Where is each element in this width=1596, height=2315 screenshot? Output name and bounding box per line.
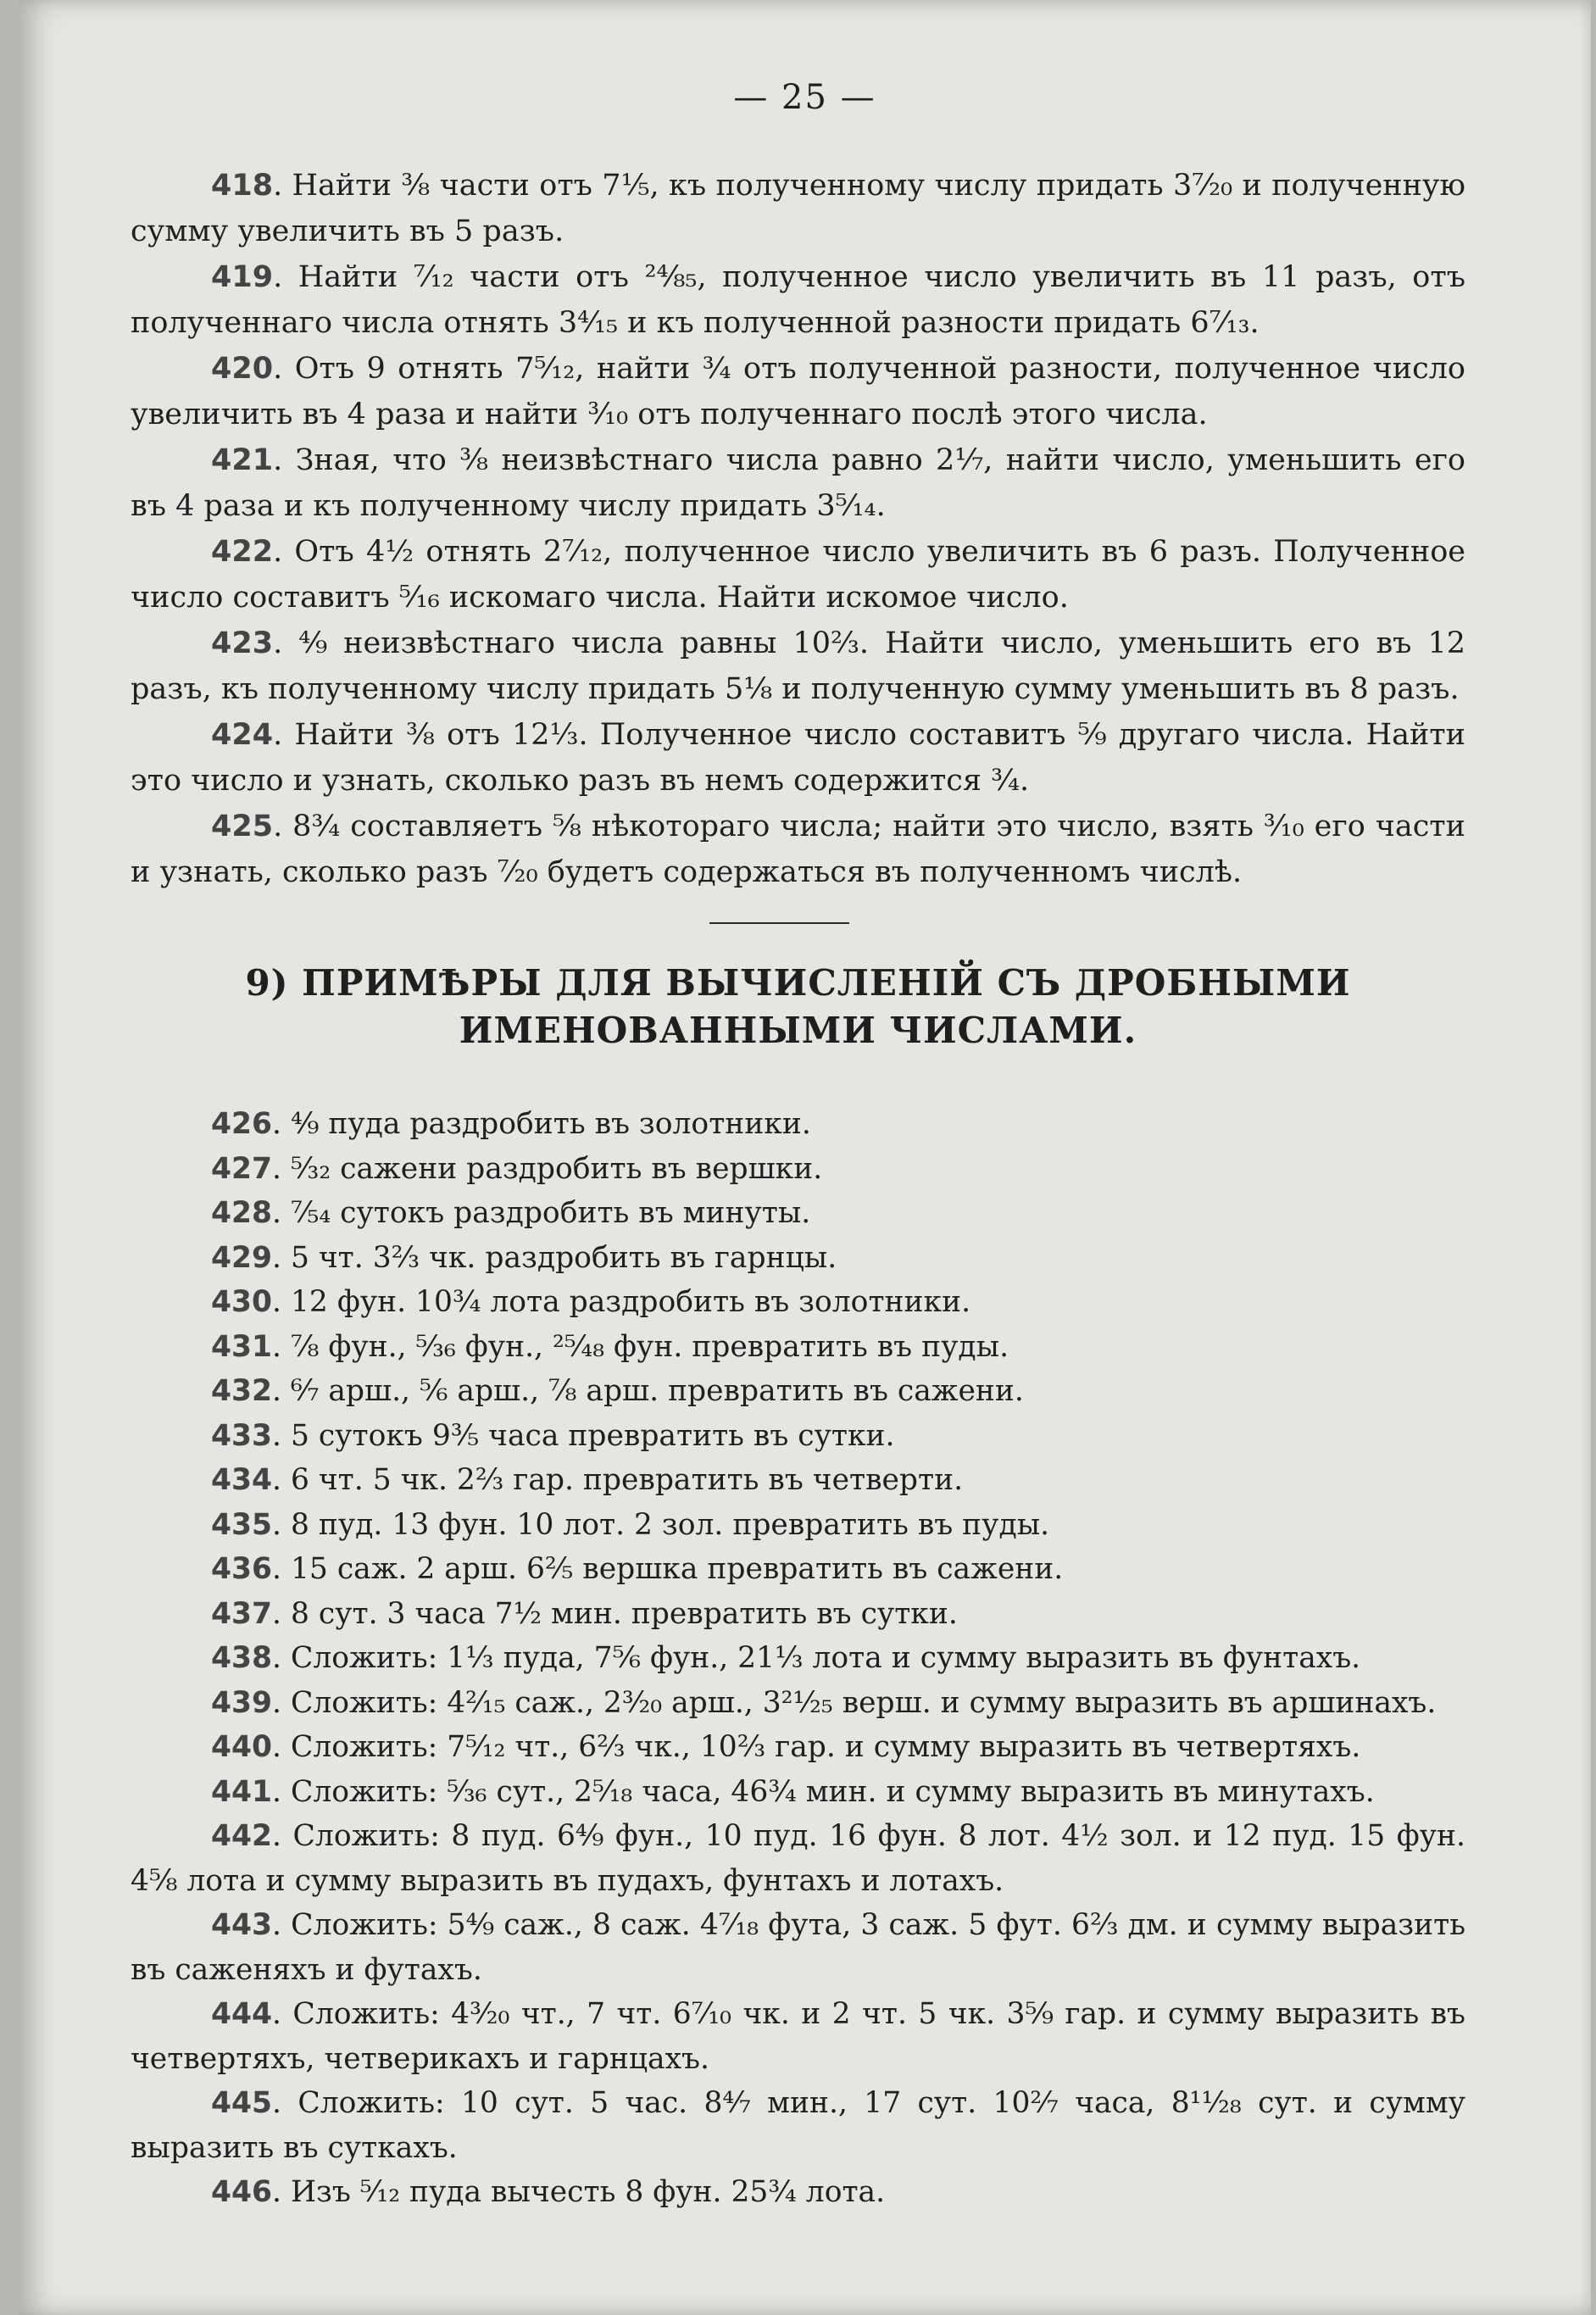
- problem-item: [131, 1903, 1465, 1992]
- problem-item: [131, 529, 1465, 620]
- problem-item: [131, 1992, 1465, 2081]
- problem-text: . Найти ⅜ части отъ 7⅕, къ полученному числу придать 3⁷⁄₂₀ и полученную сумму увеличить въ 5 разъ.: [131, 169, 1465, 248]
- problem-number: 440: [211, 1730, 273, 1764]
- page-number: — 25 —: [733, 78, 876, 117]
- problem-number: 431: [211, 1329, 273, 1364]
- problem-text: . Сложить: 8 пуд. 6⁴⁄₉ фун., 10 пуд. 16 фун. 8 лот. 4½ зол. и 12 пуд. 15 фун. 4⅝ лота и сумму выразить въ пудахъ, фунтахъ и лотахъ.: [131, 1819, 1465, 1898]
- problem-number: 426: [211, 1107, 273, 1141]
- problem-item: [131, 437, 1465, 529]
- problem-number: 422: [211, 535, 274, 569]
- problem-item: [131, 1102, 1465, 1147]
- problem-text: . ⁴⁄₉ неизвѣстнаго числа равны 10⅔. Найти число, уменьшить его въ 12 разъ, къ полученному числу придать 5⅛ и полученную сумму уменьшить въ 8 разъ.: [131, 626, 1465, 706]
- problem-text: . Сложить: 4³⁄₂₀ чт., 7 чт. 6⁷⁄₁₀ чк. и 2 чт. 5 чк. 3⁵⁄₉ гар. и сумму выразить въ четвертяхъ, четверикахъ и гарнцахъ.: [131, 1997, 1465, 2076]
- problem-number: 425: [211, 810, 274, 843]
- problem-number: 419: [211, 260, 274, 294]
- problem-text: . ⁶⁄₇ арш., ⅚ арш., ⅞ арш. превратить въ сажени.: [272, 1374, 1024, 1408]
- problem-item: [131, 1147, 1465, 1192]
- problem-number: 446: [211, 2175, 273, 2209]
- problem-text: . 8 сут. 3 часа 7½ мин. превратить въ сутки.: [272, 1596, 958, 1631]
- problem-number: 442: [211, 1819, 273, 1853]
- problem-number: 444: [211, 1997, 273, 2031]
- problem-item: [131, 254, 1465, 346]
- problem-item: [131, 1814, 1465, 1903]
- problem-number: 434: [211, 1463, 273, 1497]
- problem-number: 423: [211, 626, 274, 660]
- problem-item: [131, 712, 1465, 804]
- problem-text: . ⅞ фун., ⁵⁄₃₆ фун., ²⁵⁄₄₈ фун. превратить въ пуды.: [272, 1329, 1009, 1364]
- problem-number: 418: [211, 169, 274, 203]
- problem-item: [131, 1280, 1465, 1325]
- problem-number: 432: [211, 1374, 273, 1408]
- problem-text: . Найти ⁷⁄₁₂ части отъ ²⁴⁄₈₅, полученное число увеличить въ 11 разъ, отъ полученнаго числа отнять 3⁴⁄₁₅ и къ полученной разности придать 6⁷⁄₁₃.: [131, 260, 1465, 340]
- problem-number: 437: [211, 1596, 273, 1631]
- problem-number: 421: [211, 443, 274, 477]
- book-page: [19, 0, 1591, 2315]
- problem-number: 445: [211, 2086, 273, 2120]
- problem-item: [131, 1592, 1465, 1637]
- problem-number: 420: [211, 352, 274, 386]
- problem-text: . Сложить: ⁵⁄₃₆ сут., 2⁵⁄₁₈ часа, 46¾ мин. и сумму выразить въ минутахъ.: [272, 1774, 1375, 1809]
- problem-list-fractions: [131, 163, 1465, 895]
- problem-text: . ⁷⁄₅₄ сутокъ раздробить въ минуты.: [272, 1196, 811, 1230]
- problem-item: [131, 2081, 1465, 2170]
- problem-item: [131, 1636, 1465, 1681]
- problem-number: 438: [211, 1641, 273, 1675]
- problem-text: . 5 чт. 3⅔ чк. раздробить въ гарнцы.: [272, 1240, 837, 1275]
- problem-text: . Изъ ⁵⁄₁₂ пуда вычесть 8 фун. 25¾ лота.: [272, 2175, 886, 2209]
- problem-number: 428: [211, 1196, 273, 1230]
- problem-text: . 6 чт. 5 чк. 2⅔ гар. превратить въ четверти.: [272, 1463, 964, 1497]
- problem-text: . Сложить: 7⁵⁄₁₂ чт., 6⅔ чк., 10⅔ гар. и сумму выразить въ четвертяхъ.: [272, 1730, 1361, 1764]
- problem-text: . ⁵⁄₃₂ сажени раздробить въ вершки.: [272, 1151, 823, 1186]
- problem-text: . Сложить: 4²⁄₁₅ саж., 2³⁄₂₀ арш., 3²¹⁄₂₅ верш. и сумму выразить въ аршинахъ.: [272, 1685, 1437, 1720]
- section-heading: 9) ПРИМѢРЫ ДЛЯ ВЫЧИСЛЕНІЙ СЪ ДРОБНЫМИ ИМЕНОВАННЫМИ ЧИСЛАМИ.: [245, 962, 1351, 1051]
- problem-item: [131, 1681, 1465, 1726]
- problem-text: . 8 пуд. 13 фун. 10 лот. 2 зол. превратить въ пуды.: [272, 1507, 1050, 1542]
- problem-item: [131, 2170, 1465, 2215]
- problem-number: 436: [211, 1552, 273, 1586]
- problem-number: 433: [211, 1418, 273, 1453]
- problem-text: . 15 саж. 2 арш. 6⅖ вершка превратить въ сажени.: [272, 1552, 1064, 1586]
- problem-item: [131, 1236, 1465, 1281]
- problem-item: [131, 1369, 1465, 1414]
- problem-text: . 5 сутокъ 9⅗ часа превратить въ сутки.: [272, 1418, 895, 1453]
- problem-text: . Найти ⅜ отъ 12⅓. Полученное число составитъ ⁵⁄₉ другаго числа. Найти это число и узнать, сколько разъ въ немъ содержится ¾.: [131, 718, 1465, 798]
- problem-item: [131, 1503, 1465, 1548]
- problem-text: . Отъ 9 отнять 7⁵⁄₁₂, найти ¾ отъ полученной разности, полученное число увеличить въ 4 раза и найти ³⁄₁₀ отъ полученнаго послѣ этого числа.: [131, 352, 1465, 431]
- section-divider: [709, 922, 849, 924]
- problem-number: 429: [211, 1240, 273, 1275]
- problem-item: [131, 1725, 1465, 1770]
- problem-number: 441: [211, 1774, 273, 1809]
- problem-text: . ⁴⁄₉ пуда раздробить въ золотники.: [272, 1107, 811, 1141]
- problem-text: . 8¾ составляетъ ⅝ нѣкотораго числа; найти это число, взять ³⁄₁₀ его части и узнать, сколько разъ ⁷⁄₂₀ будетъ содержаться въ полученномъ числѣ.: [131, 810, 1465, 889]
- problem-item: [131, 1414, 1465, 1459]
- problem-text: . Отъ 4½ отнять 2⁷⁄₁₂, полученное число увеличить въ 6 разъ. Полученное число составитъ ⁵⁄₁₆ искомаго числа. Найти искомое число.: [131, 535, 1465, 615]
- problem-text: . Зная, что ⅜ неизвѣстнаго числа равно 2¹⁄₇, найти число, уменьшить его въ 4 раза и къ полученному числу придать 3⁵⁄₁₄.: [131, 443, 1465, 523]
- problem-item: [131, 163, 1465, 254]
- problem-number: 443: [211, 1908, 273, 1942]
- problem-number: 424: [211, 718, 274, 752]
- problem-item: [131, 620, 1465, 712]
- problem-item: [131, 1458, 1465, 1503]
- problem-item: [131, 1325, 1465, 1370]
- problem-number: 435: [211, 1507, 273, 1542]
- problem-text: . 12 фун. 10¾ лота раздробить въ золотники.: [272, 1285, 971, 1319]
- problem-list-named-numbers: [131, 1102, 1465, 2215]
- problem-text: . Сложить: 1⅓ пуда, 7⅚ фун., 21⅓ лота и сумму выразить въ фунтахъ.: [272, 1641, 1361, 1675]
- problem-text: . Сложить: 10 сут. 5 час. 8⁴⁄₇ мин., 17 сут. 10²⁄₇ часа, 8¹¹⁄₂₈ сут. и сумму выразить въ суткахъ.: [131, 2086, 1465, 2165]
- problem-item: [131, 1191, 1465, 1236]
- problem-text: . Сложить: 5⁴⁄₉ саж., 8 саж. 4⁷⁄₁₈ фута, 3 саж. 5 фут. 6⅔ дм. и сумму выразить въ саженяхъ и футахъ.: [131, 1908, 1465, 1987]
- problem-item: [131, 1547, 1465, 1592]
- problem-number: 427: [211, 1151, 273, 1186]
- problem-item: [131, 804, 1465, 895]
- problem-item: [131, 1770, 1465, 1815]
- problem-item: [131, 346, 1465, 437]
- problem-number: 439: [211, 1685, 273, 1720]
- problem-number: 430: [211, 1285, 273, 1319]
